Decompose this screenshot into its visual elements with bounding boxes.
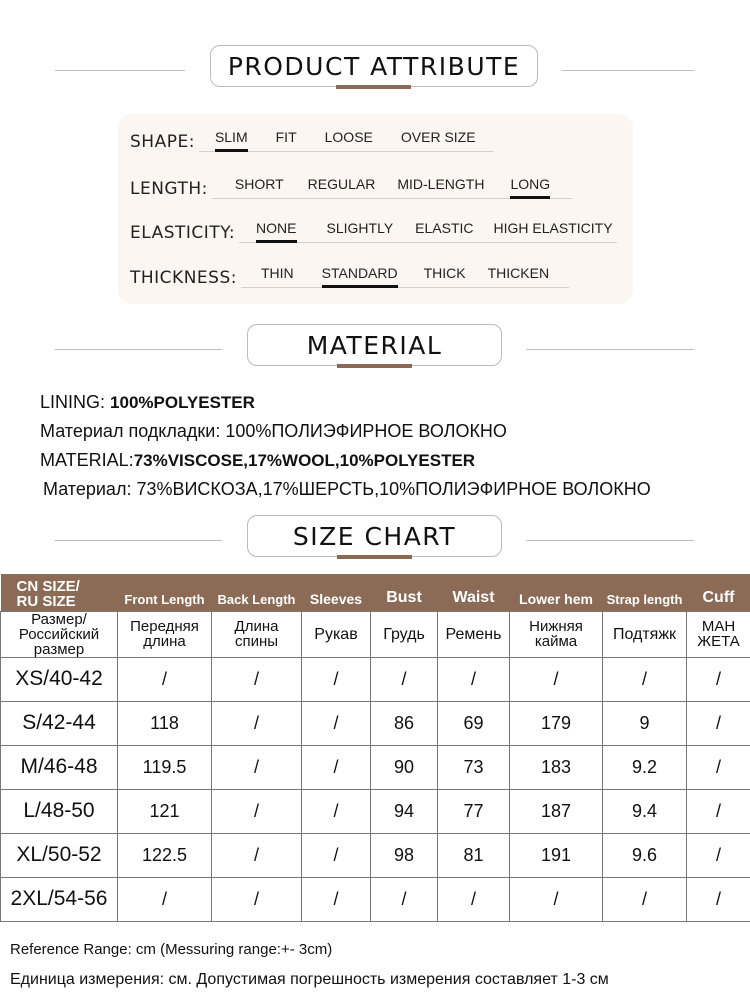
size-chart-table bbox=[0, 574, 750, 922]
attr-row-length bbox=[130, 169, 572, 199]
attr-row-elasticity bbox=[130, 213, 617, 243]
attr-option: REGULAR bbox=[307, 175, 376, 192]
attr-option: FIT bbox=[275, 128, 297, 145]
measurement-cell: 183 bbox=[510, 745, 603, 789]
table-row bbox=[1, 789, 750, 833]
attr-option: LOOSE bbox=[324, 128, 373, 145]
measurement-cell: / bbox=[212, 789, 302, 833]
measurement-cell: / bbox=[302, 745, 371, 789]
measurement-cell: / bbox=[212, 833, 302, 877]
measurement-cell: 73 bbox=[438, 745, 510, 789]
title-underbar bbox=[337, 364, 412, 368]
header-row-ru bbox=[1, 611, 750, 657]
note-en: Reference Range: cm (Messuring range:+- 3cm) bbox=[10, 941, 333, 958]
column-header: Waist bbox=[438, 574, 510, 611]
section-header-material bbox=[0, 324, 750, 374]
measurement-cell: 118 bbox=[118, 701, 212, 745]
attr-label: ELASTICITY: bbox=[130, 223, 236, 243]
attr-label: SHAPE: bbox=[130, 132, 195, 152]
column-header-ru: Ремень bbox=[438, 611, 510, 657]
attr-options bbox=[241, 262, 569, 288]
table-row bbox=[1, 657, 750, 701]
column-header: CN SIZE/ RU SIZE bbox=[1, 574, 118, 611]
measurement-cell: 9.4 bbox=[603, 789, 687, 833]
measurement-cell: 191 bbox=[510, 833, 603, 877]
attr-options bbox=[212, 173, 572, 199]
divider-left bbox=[55, 70, 185, 71]
measurement-cell: / bbox=[687, 701, 750, 745]
attr-label: THICKNESS: bbox=[130, 268, 237, 288]
column-header: Sleeves bbox=[302, 574, 371, 611]
attr-option: THIN bbox=[260, 264, 294, 281]
attr-option: MID-LENGTH bbox=[397, 175, 485, 192]
measurement-cell: / bbox=[603, 657, 687, 701]
measurement-cell: / bbox=[603, 877, 687, 921]
attr-option-selected: SLIM bbox=[215, 129, 248, 149]
material-info bbox=[40, 388, 651, 504]
material-en bbox=[40, 446, 651, 475]
header-row-en bbox=[1, 574, 750, 611]
column-header-ru: Подтяжк bbox=[603, 611, 687, 657]
column-header-ru: Размер/ Российский размер bbox=[1, 611, 118, 657]
measurement-cell: / bbox=[687, 745, 750, 789]
measurement-cell: / bbox=[687, 789, 750, 833]
measurement-cell: / bbox=[687, 657, 750, 701]
measurement-cell: 179 bbox=[510, 701, 603, 745]
column-header: Front Length bbox=[118, 574, 212, 611]
lining-ru: Материал подкладки: 100%ПОЛИЭФИРНОЕ ВОЛОКНО bbox=[40, 421, 507, 441]
measurement-cell: / bbox=[212, 877, 302, 921]
measurement-cell: / bbox=[302, 701, 371, 745]
measurement-cell: / bbox=[118, 877, 212, 921]
measurement-cell: / bbox=[302, 877, 371, 921]
column-header: Back Length bbox=[212, 574, 302, 611]
table-row bbox=[1, 877, 750, 921]
table-row bbox=[1, 701, 750, 745]
size-cell: XL/50-52 bbox=[1, 833, 118, 877]
attr-row-shape bbox=[130, 122, 494, 152]
divider-right bbox=[526, 349, 694, 350]
measurement-cell: 94 bbox=[371, 789, 438, 833]
measurement-cell: 187 bbox=[510, 789, 603, 833]
measurement-cell: / bbox=[438, 877, 510, 921]
section-header-product-attribute bbox=[0, 45, 750, 95]
table-row bbox=[1, 833, 750, 877]
size-cell: XS/40-42 bbox=[1, 657, 118, 701]
attr-option: THICKEN bbox=[487, 264, 550, 281]
measurement-cell: 121 bbox=[118, 789, 212, 833]
section-title: MATERIAL bbox=[247, 324, 502, 366]
section-title: SIZE CHART bbox=[247, 515, 502, 557]
attr-option-selected: STANDARD bbox=[322, 265, 398, 285]
divider-left bbox=[55, 540, 222, 541]
measurement-cell: 77 bbox=[438, 789, 510, 833]
attr-option: ELASTIC bbox=[415, 219, 474, 236]
measurement-cell: 90 bbox=[371, 745, 438, 789]
attr-option-selected: NONE bbox=[256, 220, 296, 240]
attr-option-selected: LONG bbox=[510, 176, 550, 196]
attr-option: SHORT bbox=[234, 175, 284, 192]
attr-option: SLIGHTLY bbox=[326, 219, 394, 236]
lining-en-value: 100%POLYESTER bbox=[110, 393, 255, 412]
measurement-cell: / bbox=[212, 745, 302, 789]
size-cell: S/42-44 bbox=[1, 701, 118, 745]
column-header-ru: Рукав bbox=[302, 611, 371, 657]
divider-left bbox=[55, 349, 222, 350]
measurement-cell: / bbox=[302, 789, 371, 833]
lining-en-label: LINING: bbox=[40, 392, 106, 412]
measurement-cell: / bbox=[510, 657, 603, 701]
column-header-ru: Грудь bbox=[371, 611, 438, 657]
attr-label: LENGTH: bbox=[130, 179, 208, 199]
measurement-cell: / bbox=[438, 657, 510, 701]
measurement-cell: / bbox=[510, 877, 603, 921]
measurement-cell: 69 bbox=[438, 701, 510, 745]
attr-option: OVER SIZE bbox=[400, 128, 476, 145]
column-header-ru: Передняя длина bbox=[118, 611, 212, 657]
measurement-cell: / bbox=[687, 833, 750, 877]
product-attribute-panel bbox=[118, 114, 633, 304]
measurement-cell: 9.2 bbox=[603, 745, 687, 789]
measurement-cell: 122.5 bbox=[118, 833, 212, 877]
measurement-cell: / bbox=[302, 833, 371, 877]
attr-option: THICK bbox=[423, 264, 466, 281]
measurement-cell: / bbox=[118, 657, 212, 701]
attr-row-thickness bbox=[130, 258, 569, 288]
column-header-ru: Нижняя кайма bbox=[510, 611, 603, 657]
column-header: Cuff bbox=[687, 574, 750, 611]
section-title: PRODUCT ATTRIBUTE bbox=[210, 45, 538, 87]
column-header: Strap length bbox=[603, 574, 687, 611]
measurement-notes bbox=[10, 935, 609, 995]
size-cell: 2XL/54-56 bbox=[1, 877, 118, 921]
measurement-cell: / bbox=[687, 877, 750, 921]
attr-options bbox=[239, 217, 617, 243]
measurement-cell: / bbox=[212, 701, 302, 745]
measurement-cell: / bbox=[371, 657, 438, 701]
column-header-ru: Длина спины bbox=[212, 611, 302, 657]
size-cell: L/48-50 bbox=[1, 789, 118, 833]
measurement-cell: / bbox=[212, 657, 302, 701]
title-underbar bbox=[336, 85, 411, 89]
column-header: Bust bbox=[371, 574, 438, 611]
measurement-cell: 9 bbox=[603, 701, 687, 745]
attr-options bbox=[199, 126, 494, 152]
measurement-cell: / bbox=[371, 877, 438, 921]
measurement-cell: 81 bbox=[438, 833, 510, 877]
divider-right bbox=[562, 70, 694, 71]
measurement-cell: 86 bbox=[371, 701, 438, 745]
measurement-cell: 9.6 bbox=[603, 833, 687, 877]
section-header-size-chart bbox=[0, 515, 750, 565]
material-en-value: 73%VISCOSE,17%WOOL,10%POLYESTER bbox=[133, 451, 476, 470]
divider-right bbox=[526, 540, 694, 541]
measurement-cell: / bbox=[302, 657, 371, 701]
lining-en bbox=[40, 388, 651, 417]
column-header: Lower hem bbox=[510, 574, 603, 611]
note-ru: Единица измерения: см. Допустимая погрешность измерения составляет 1-3 см bbox=[10, 971, 609, 988]
measurement-cell: 98 bbox=[371, 833, 438, 877]
material-en-label: MATERIAL: bbox=[40, 450, 134, 470]
measurement-cell: 119.5 bbox=[118, 745, 212, 789]
column-header-ru: МАН ЖЕТА bbox=[687, 611, 750, 657]
size-cell: M/46-48 bbox=[1, 745, 118, 789]
title-underbar bbox=[337, 555, 412, 559]
attr-option: HIGH ELASTICITY bbox=[493, 219, 613, 236]
material-ru: Материал: 73%ВИСКОЗА,17%ШЕРСТЬ,10%ПОЛИЭФИРНОЕ ВОЛОКНО bbox=[43, 479, 651, 499]
table-row bbox=[1, 745, 750, 789]
